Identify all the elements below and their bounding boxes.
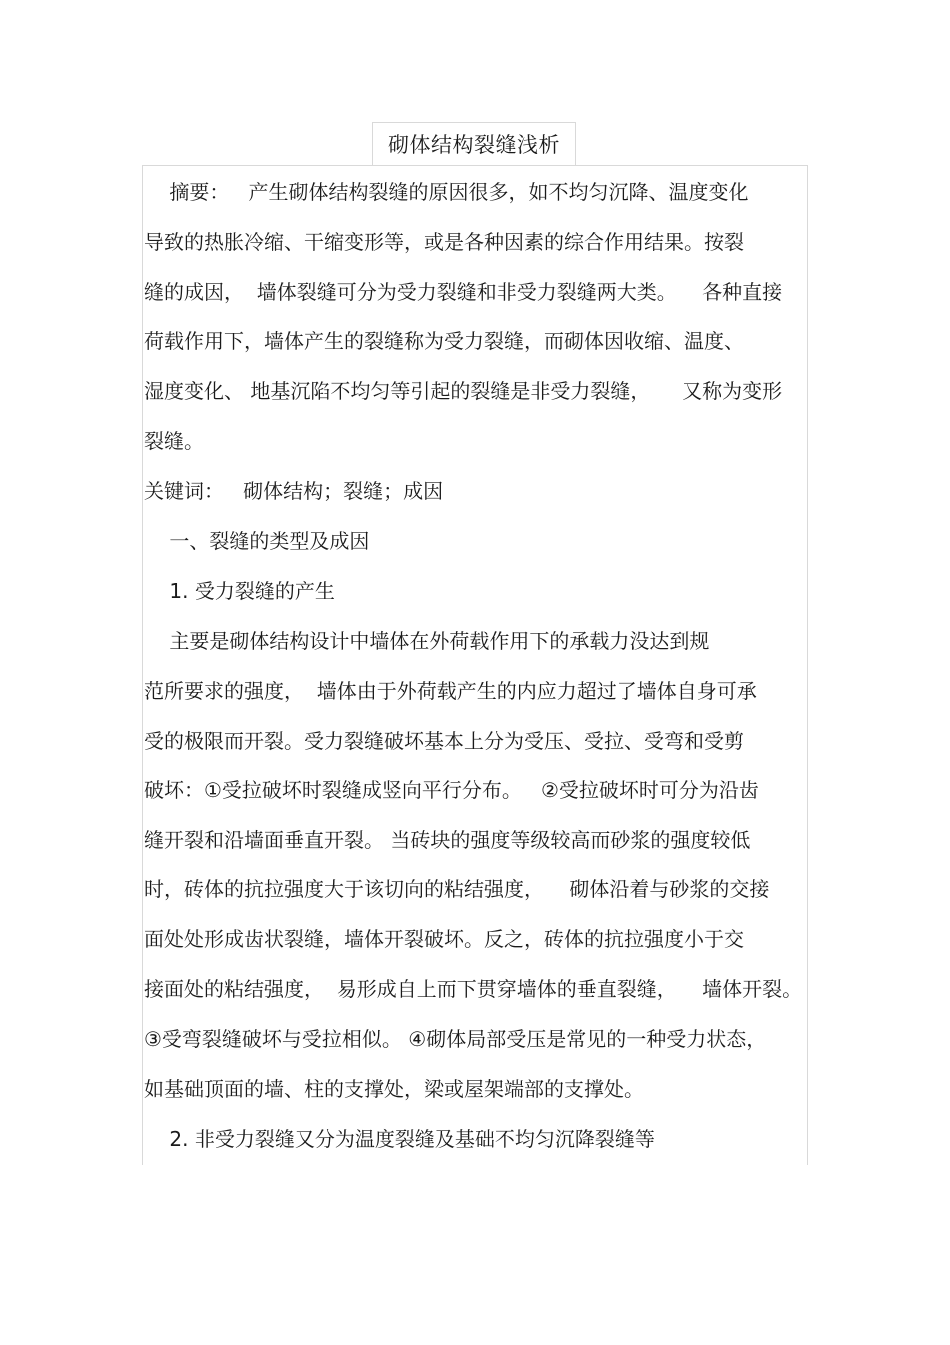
document-title: 砌体结构裂缝浅析 [388,133,560,157]
content-frame [142,165,808,1165]
text-line: 导致的热胀冷缩、干缩变形等，或是各种因素的综合作用结果。按裂 [144,230,744,254]
text-line: 面处处形成齿状裂缝，墙体开裂破坏。反之，砖体的抗拉强度小于交 [144,927,744,951]
text-line: 受的极限而开裂。受力裂缝破坏基本上分为受压、受拉、受弯和受剪 [144,729,744,753]
text-line: 缝的成因， 墙体裂缝可分为受力裂缝和非受力裂缝两大类。 各种直接 [144,280,783,304]
text-line: 如基础顶面的墙、柱的支撑处，梁或屋架端部的支撑处。 [144,1077,644,1101]
text-line: 摘要： 产生砌体结构裂缝的原因很多，如不均匀沉降、温度变化 [144,180,749,204]
text-line: 主要是砌体结构设计中墙体在外荷载作用下的承载力没达到规 [144,629,710,653]
text-line: 时，砖体的抗拉强度大于该切向的粘结强度， 砌体沿着与砂浆的交接 [144,877,770,901]
text-line: 裂缝。 [144,429,204,453]
text-line: 湿度变化、 地基沉陷不均匀等引起的裂缝是非受力裂缝， 又称为变形 [144,379,783,403]
keywords-line: 关键词： 砌体结构；裂缝；成因 [144,479,444,503]
text-line: 荷载作用下，墙体产生的裂缝称为受力裂缝，而砌体因收缩、温度、 [144,329,744,353]
text-line: 接面处的粘结强度， 易形成自上而下贯穿墙体的垂直裂缝， 墙体开裂。 [144,977,803,1001]
text-line: 范所要求的强度， 墙体由于外荷载产生的内应力超过了墙体自身可承 [144,679,757,703]
text-line: 破坏：①受拉破坏时裂缝成竖向平行分布。 ②受拉破坏时可分为沿齿 [144,778,759,802]
section-heading: 一、裂缝的类型及成因 [144,529,370,553]
text-line: 缝开裂和沿墙面垂直开裂。 当砖块的强度等级较高而砂浆的强度较低 [144,828,751,852]
subsection-heading: 1. 受力裂缝的产生 [144,579,335,603]
subsection-heading: 2. 非受力裂缝又分为温度裂缝及基础不均匀沉降裂缝等 [144,1127,655,1151]
text-line: ③受弯裂缝破坏与受拉相似。 ④砌体局部受压是常见的一种受力状态， [144,1027,767,1051]
